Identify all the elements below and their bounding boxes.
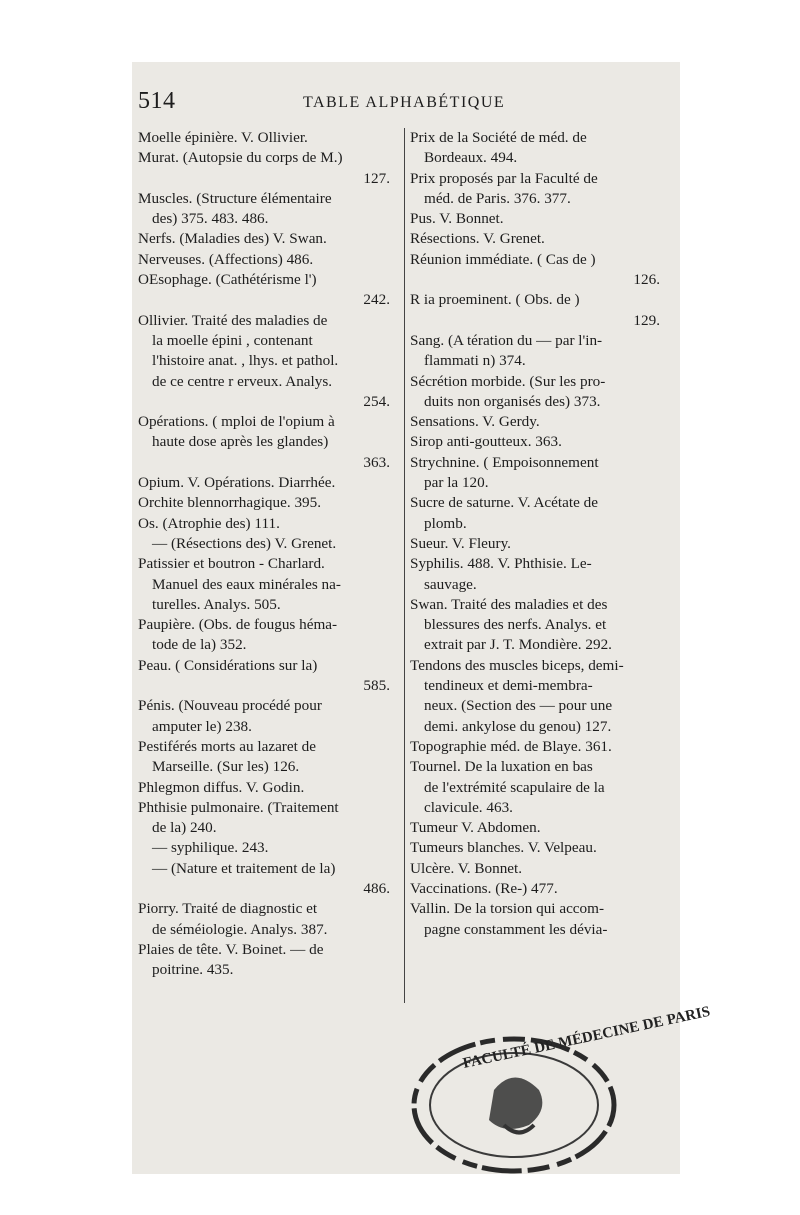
entry-line: Vallin. De la torsion qui accom-: [410, 900, 605, 918]
entry-line: Sécrétion morbide. (Sur les pro-: [410, 372, 606, 390]
entry-line: de séméiologie. Analys. 387.: [152, 920, 328, 938]
index-entry: [138, 899, 400, 940]
entry-line: — (Résections des) V. Grenet.: [152, 534, 337, 552]
index-entry: [410, 229, 670, 249]
column-divider: [404, 128, 405, 1003]
index-entry: [410, 128, 670, 169]
entry-line: turelles. Analys. 505.: [152, 595, 281, 613]
index-entry: [138, 229, 400, 249]
entry-line: 129.: [633, 311, 660, 329]
entry-line: Phlegmon diffus. V. Godin.: [138, 778, 305, 796]
entry-line: amputer le) 238.: [152, 717, 252, 735]
index-entry: [410, 493, 670, 534]
entry-line: Pus. V. Bonnet.: [410, 210, 504, 228]
entry-line: 126.: [633, 271, 660, 289]
index-entry: [138, 778, 400, 798]
index-entry: [410, 372, 670, 413]
entry-line: Strychnine. ( Empoisonnement: [410, 453, 599, 471]
entry-line: demi. ankylose du genou) 127.: [424, 717, 612, 735]
index-entry: [410, 656, 670, 737]
index-entry: [410, 757, 670, 818]
index-entry: [138, 311, 400, 412]
index-entry: [138, 554, 400, 615]
entry-line: Muscles. (Structure élémentaire: [138, 189, 332, 207]
index-entry: [138, 270, 400, 311]
entry-line: Piorry. Traité de diagnostic et: [138, 900, 318, 918]
entry-line: 363.: [363, 453, 390, 471]
index-entry: [410, 432, 670, 452]
entry-line: Peau. ( Considérations sur la): [138, 656, 318, 674]
index-entry: [410, 331, 670, 372]
entry-line: extrait par J. T. Mondière. 292.: [424, 636, 612, 654]
index-entry: [410, 412, 670, 432]
entry-line: Moelle épinière. V. Ollivier.: [138, 129, 308, 146]
entry-line: Pénis. (Nouveau procédé pour: [138, 697, 322, 715]
entry-line: Phthisie pulmonaire. (Traitement: [138, 798, 339, 816]
index-entry: [410, 818, 670, 838]
entry-line: Tournel. De la luxation en bas: [410, 758, 593, 776]
entry-line: pagne constamment les dévia-: [424, 920, 608, 938]
entry-line: neux. (Section des — pour une: [424, 697, 613, 715]
entry-line: Bordeaux. 494.: [424, 149, 518, 167]
index-entry: [410, 169, 670, 210]
index-column-left: [138, 128, 400, 980]
entry-line: méd. de Paris. 376. 377.: [424, 189, 571, 207]
entry-line: Murat. (Autopsie du corps de M.): [138, 149, 343, 167]
index-entry: [138, 656, 400, 697]
entry-line: Os. (Atrophie des) 111.: [138, 514, 280, 532]
entry-line: Topographie méd. de Blaye. 361.: [410, 737, 612, 755]
entry-line: Syphilis. 488. V. Phthisie. Le-: [410, 555, 592, 573]
entry-line: Manuel des eaux minérales na-: [152, 575, 341, 593]
index-entry: [138, 798, 400, 899]
page-header: [138, 88, 668, 122]
index-entry: [410, 899, 670, 940]
entry-line: Paupière. (Obs. de fougus héma-: [138, 616, 338, 634]
entry-line: OEsophage. (Cathétérisme l'): [138, 271, 317, 289]
entry-line: Prix proposés par la Faculté de: [410, 169, 598, 187]
index-entry: [410, 859, 670, 879]
index-entry: [410, 838, 670, 858]
entry-line: 486.: [363, 879, 390, 897]
entry-line: 242.: [363, 291, 390, 309]
entry-line: la moelle épini , contenant: [152, 331, 313, 349]
entry-line: Sucre de saturne. V. Acétate de: [410, 494, 598, 512]
page-number: 514: [138, 88, 176, 114]
entry-line: Pestiférés morts au lazaret de: [138, 737, 316, 755]
entry-line: 585.: [363, 677, 390, 695]
entry-line: plomb.: [424, 514, 467, 532]
index-entry: [138, 473, 400, 493]
entry-line: tendineux et demi-membra-: [424, 677, 593, 695]
entry-line: de l'extrémité scapulaire de la: [424, 778, 605, 796]
entry-line: Tendons des muscles biceps, demi-: [410, 656, 624, 674]
entry-line: — syphilique. 243.: [152, 839, 269, 857]
entry-line: Nerfs. (Maladies des) V. Swan.: [138, 230, 327, 248]
entry-line: Plaies de tête. V. Boinet. — de: [138, 940, 324, 958]
entry-line: 254.: [363, 392, 390, 410]
index-entry: [410, 290, 670, 331]
entry-line: Orchite blennorrhagique. 395.: [138, 494, 322, 512]
entry-line: des) 375. 483. 486.: [152, 210, 269, 228]
entry-line: — (Nature et traitement de la): [152, 859, 336, 877]
index-entry: [138, 148, 400, 189]
entry-line: Sueur. V. Fleury.: [410, 534, 511, 552]
entry-line: flammati n) 374.: [424, 352, 526, 370]
entry-line: Sang. (A tération du — par l'in-: [410, 331, 603, 349]
entry-line: Opérations. ( mploi de l'opium à: [138, 413, 335, 431]
entry-line: Patissier et boutron - Charlard.: [138, 555, 325, 573]
entry-line: Sirop anti-goutteux. 363.: [410, 433, 562, 451]
entry-line: Réunion immédiate. ( Cas de ): [410, 250, 596, 268]
entry-line: 127.: [363, 169, 390, 187]
index-entry: [410, 209, 670, 229]
entry-line: Tumeur V. Abdomen.: [410, 819, 541, 837]
entry-line: clavicule. 463.: [424, 798, 513, 816]
entry-line: Résections. V. Grenet.: [410, 230, 545, 248]
library-stamp: [404, 1003, 712, 1180]
entry-line: Swan. Traité des maladies et des: [410, 595, 608, 613]
index-entry: [138, 412, 400, 473]
entry-line: Ollivier. Traité des maladies de: [138, 311, 328, 329]
index-entry: [138, 128, 400, 148]
entry-line: Sensations. V. Gerdy.: [410, 413, 540, 431]
index-entry: [410, 879, 670, 899]
entry-line: de ce centre r erveux. Analys.: [152, 372, 333, 390]
running-title: TABLE ALPHABÉTIQUE: [303, 94, 506, 111]
entry-line: Prix de la Société de méd. de: [410, 129, 587, 146]
entry-line: Marseille. (Sur les) 126.: [152, 758, 300, 776]
index-column-right: [410, 128, 670, 940]
index-entry: [138, 615, 400, 656]
entry-line: Ulcère. V. Bonnet.: [410, 859, 523, 877]
index-entry: [138, 250, 400, 270]
entry-line: poitrine. 435.: [152, 961, 234, 979]
index-entry: [138, 514, 400, 555]
stamp-text: FACULTÉ DE MÉDECINE DE PARIS: [461, 1003, 712, 1072]
index-entry: [138, 189, 400, 230]
index-entry: [138, 940, 400, 981]
entry-line: R ia proeminent. ( Obs. de ): [410, 291, 580, 309]
entry-line: duits non organisés des) 373.: [424, 392, 601, 410]
index-entry: [410, 250, 670, 291]
entry-line: Opium. V. Opérations. Diarrhée.: [138, 474, 336, 492]
index-entry: [410, 595, 670, 656]
entry-line: blessures des nerfs. Analys. et: [424, 616, 607, 634]
entry-line: par la 120.: [424, 474, 489, 492]
entry-line: de la) 240.: [152, 819, 217, 837]
entry-line: Vaccinations. (Re-) 477.: [410, 879, 558, 897]
index-entry: [410, 453, 670, 494]
index-entry: [138, 493, 400, 513]
entry-line: Nerveuses. (Affections) 486.: [138, 250, 314, 268]
index-entry: [410, 737, 670, 757]
index-entry: [138, 737, 400, 778]
entry-line: tode de la) 352.: [152, 636, 247, 654]
index-entry: [410, 554, 670, 595]
entry-line: sauvage.: [424, 575, 477, 593]
entry-line: Tumeurs blanches. V. Velpeau.: [410, 839, 597, 857]
index-entry: [410, 534, 670, 554]
entry-line: l'histoire anat. , lhys. et pathol.: [152, 352, 339, 370]
entry-line: haute dose après les glandes): [152, 433, 329, 451]
index-entry: [138, 696, 400, 737]
